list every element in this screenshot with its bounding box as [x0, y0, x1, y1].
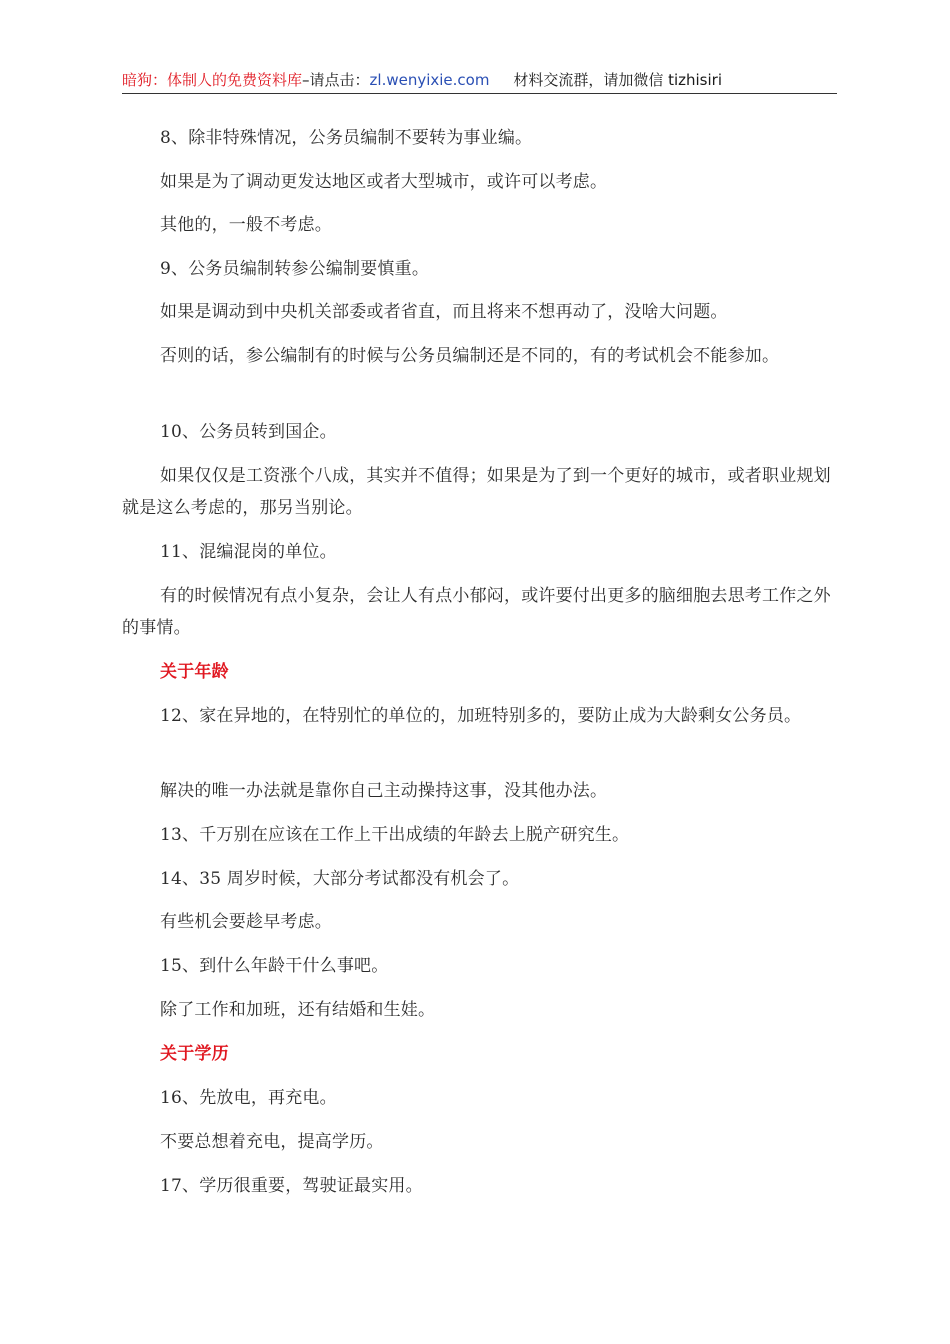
paragraph-9-note: 否则的话，参公编制有的时候与公务员编制还是不同的，有的考试机会不能参加。	[160, 346, 780, 366]
header-divider	[122, 93, 837, 94]
paragraph-item-8: 8、除非特殊情况，公务员编制不要转为事业编。	[160, 128, 533, 148]
paragraph-item-15: 15、到什么年龄干什么事吧。	[160, 956, 389, 976]
paragraph-12-detail: 解决的唯一办法就是靠你自己主动操持这事，没其他办法。	[160, 781, 608, 801]
paragraph-item-11: 11、混编混岗的单位。	[160, 542, 337, 562]
paragraph-item-14: 14、35 周岁时候，大部分考试都没有机会了。	[160, 869, 520, 889]
page-header	[122, 70, 837, 92]
paragraph-8-note: 其他的，一般不考虑。	[160, 215, 332, 235]
paragraph-item-13: 13、千万别在应该在工作上干出成绩的年龄去上脱产研究生。	[160, 825, 630, 845]
paragraph-16-detail: 不要总想着充电，提高学历。	[160, 1132, 384, 1152]
section-heading-education: 关于学历	[160, 1044, 229, 1064]
paragraph-14-detail: 有些机会要趁早考虑。	[160, 912, 332, 932]
paragraph-item-9: 9、公务员编制转参公编制要慎重。	[160, 259, 430, 279]
paragraph-9-detail: 如果是调动到中央机关部委或者省直，而且将来不想再动了，没啥大问题。	[160, 302, 728, 322]
paragraph-item-10: 10、公务员转到国企。	[160, 422, 337, 442]
paragraph-item-12: 12、家在异地的，在特别忙的单位的，加班特别多的，要防止成为大龄剩女公务员。	[160, 706, 802, 726]
paragraph-11-detail: 有的时候情况有点小复杂，会让人有点小郁闷，或许要付出更多的脑细胞去思考工作之外的事情。	[122, 586, 831, 638]
header-group-text: 材料交流群，请加微信 tizhisiri	[513, 71, 722, 89]
paragraph-15-detail: 除了工作和加班，还有结婚和生娃。	[160, 1000, 436, 1020]
header-url-link[interactable]: zl.wenyixie.com	[369, 71, 490, 89]
section-heading-age: 关于年龄	[160, 662, 229, 682]
header-click-prefix: –请点击：	[302, 71, 370, 89]
paragraph-8-detail: 如果是为了调动更发达地区或者大型城市，或许可以考虑。	[160, 172, 608, 192]
paragraph-10-detail: 如果仅仅是工资涨个八成，其实并不值得；如果是为了到一个更好的城市，或者职业规划就是这么考虑的，那另当别论。	[122, 466, 831, 518]
paragraph-item-17: 17、学历很重要，驾驶证最实用。	[160, 1176, 423, 1196]
paragraph-item-16: 16、先放电，再充电。	[160, 1088, 337, 1108]
header-site-name: 暗狗：体制人的免费资料库	[122, 71, 303, 89]
